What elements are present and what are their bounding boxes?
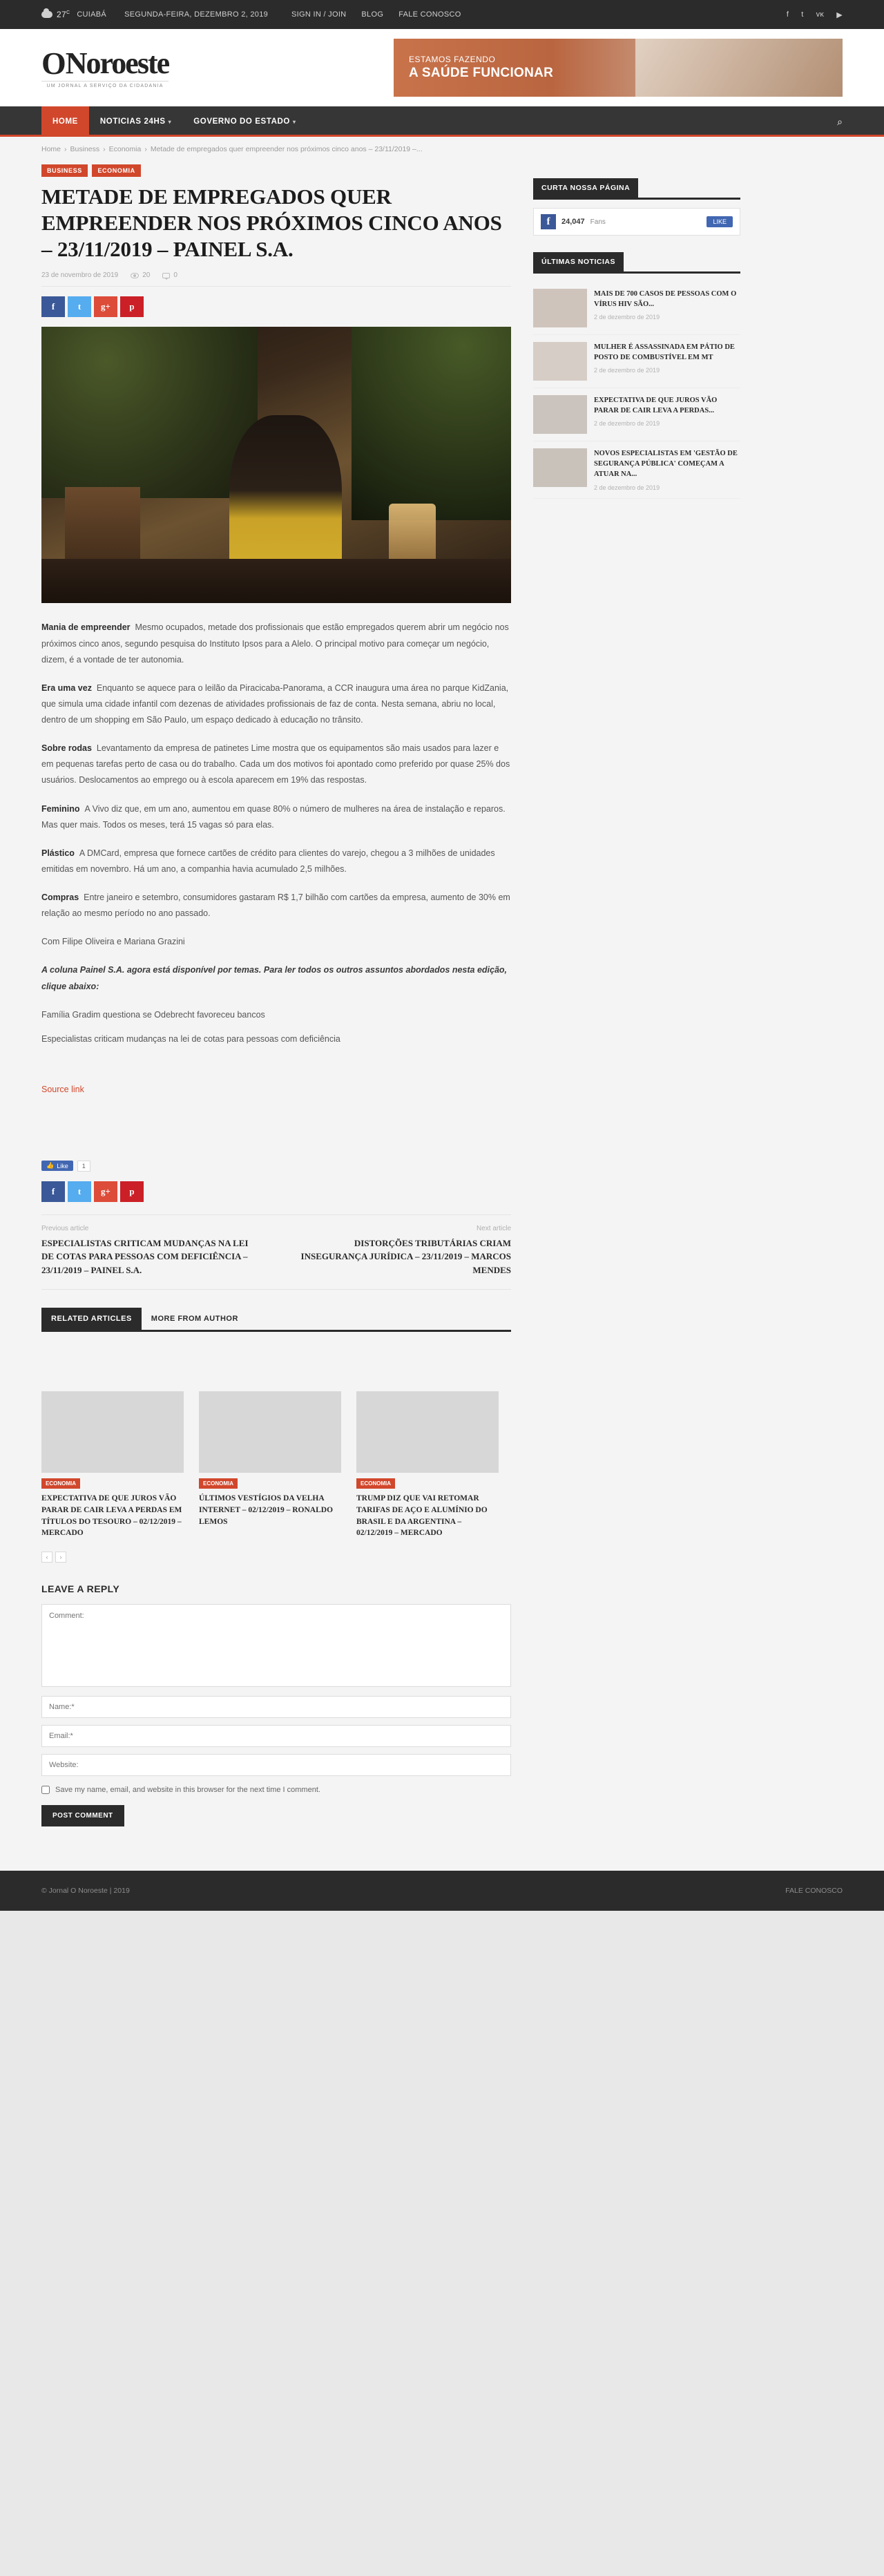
list-item[interactable] <box>533 335 740 388</box>
facebook-widget-title: CURTA NOSSA PÁGINA <box>533 178 740 200</box>
next-article-label: Next article <box>476 1224 511 1232</box>
menu-item-governo[interactable]: GOVERNO DO ESTADO ▾ <box>193 117 296 126</box>
list-item[interactable] <box>533 388 740 441</box>
paragraph-4: Feminino A Vivo diz que, em um ano, aumentou em quase 80% o número de mulheres na área de instalação e reparos. Mas quer mais. Todos os meses, terá 15 vagas só para elas. <box>41 803 506 830</box>
website-field[interactable] <box>41 1754 511 1776</box>
cloud-icon <box>41 11 52 18</box>
paragraph-5-lead: Plástico <box>41 848 75 858</box>
facebook-like-button[interactable]: 👍 Like <box>41 1161 73 1171</box>
temp-unit: C <box>66 10 70 15</box>
related-card-title[interactable]: EXPECTATIVA DE QUE JUROS VÃO PARAR DE CAIR LEVA A PERDAS EM TÍTULOS DO TESOURO – 02/12/2019 – MERCADO <box>41 1494 182 1538</box>
article-hero-image <box>41 327 511 603</box>
news-thumbnail <box>533 289 587 327</box>
logo-tagline: UM JORNAL A SERVIÇO DA CIDADANIA <box>41 81 169 88</box>
banner-text <box>394 55 553 81</box>
banner-line-2: A SAÚDE FUNCIONAR <box>409 66 554 80</box>
site-logo[interactable] <box>41 45 169 88</box>
facebook-like-widget-button[interactable]: LIKE <box>707 216 733 227</box>
paragraph-3: Sobre rodas Levantamento da empresa de patinetes Lime mostra que os equipamentos são mais usados para lazer e em pequenas tarefas perto de casa ou do trabalho. Cada um dos motivos foi apontado como preferido por quase 25% dos usuários. Deslocamentos ao emprego ou à escola aparecem em 19% das respostas. <box>41 743 510 785</box>
facebook-like-count: 1 <box>77 1161 90 1172</box>
comment-input[interactable] <box>41 1604 511 1687</box>
news-date: 2 de dezembro de 2019 <box>594 314 660 321</box>
paragraph-6: Compras Entre janeiro e setembro, consumidores gastaram R$ 1,7 bilhão com cartões da empresa, aumento de 30% em relação ao mesmo período no ano passado. <box>41 893 510 919</box>
news-title[interactable]: EXPECTATIVA DE QUE JUROS VÃO PARAR DE CAIR LEVA A PERDAS... <box>594 397 718 415</box>
article-related-link-1[interactable]: Família Gradim questiona se Odebrecht favoreceu bancos <box>41 1009 265 1020</box>
news-title[interactable]: MULHER É ASSASSINADA EM PÁTIO DE POSTO DE COMBUSTÍVEL EM MT <box>594 343 735 362</box>
facebook-icon: f <box>541 214 556 229</box>
related-card[interactable] <box>41 1391 184 1539</box>
menu-item-home[interactable]: HOME <box>41 106 89 137</box>
topbar-nav <box>291 10 461 19</box>
breadcrumb-business[interactable]: Business <box>70 145 100 153</box>
post-comment-button[interactable]: POST COMMENT <box>41 1805 124 1826</box>
article-byline: Com Filipe Oliveira e Mariana Grazini <box>41 937 185 947</box>
related-card[interactable] <box>356 1391 499 1539</box>
hero-floor <box>41 559 511 603</box>
facebook-share-button-bottom[interactable]: f <box>41 1181 65 1202</box>
logo-letter-o: O <box>41 45 66 81</box>
twitter-share-button-bottom[interactable]: t <box>68 1181 91 1202</box>
pager-next-button[interactable]: › <box>55 1552 66 1563</box>
prev-next-nav <box>41 1225 511 1290</box>
article-body <box>41 620 511 1094</box>
news-date: 2 de dezembro de 2019 <box>594 484 660 491</box>
save-info-checkbox[interactable] <box>41 1786 50 1794</box>
paragraph-5: Plástico A DMCard, empresa que fornece cartões de crédito para clientes do varejo, chegou a 3 milhões de unidades emitidas em novembro. Há um ano, a companhia havia acumulado 2,5 milhões. <box>41 848 495 874</box>
current-date: SEGUNDA-FEIRA, DEZEMBRO 2, 2019 <box>124 10 269 19</box>
divider <box>41 1214 511 1215</box>
share-buttons-bottom <box>41 1181 511 1202</box>
next-article-link[interactable]: DISTORÇÕES TRIBUTÁRIAS CRIAM INSEGURANÇA JURÍDICA – 23/11/2019 – MARCOS MENDES <box>300 1237 511 1275</box>
topbar-link-contact[interactable]: FALE CONOSCO <box>398 10 461 19</box>
tag-business[interactable]: BUSINESS <box>41 164 88 177</box>
save-info-label: Save my name, email, and website in this browser for the next time I comment. <box>55 1786 320 1795</box>
article-italic-note: A coluna Painel S.A. agora está disponível por temas. Para ler todos os outros assuntos abordados nesta edição, clique abaixo: <box>41 965 508 991</box>
twitter-share-button[interactable]: t <box>68 296 91 317</box>
city-label: CUIABÁ <box>77 10 107 19</box>
related-card-tag[interactable]: ECONOMIA <box>356 1478 395 1489</box>
vk-icon[interactable]: ᴠᴋ <box>816 10 825 19</box>
pinterest-share-button[interactable]: p <box>120 296 144 317</box>
search-icon[interactable]: ⌕ <box>837 115 843 127</box>
content-spacer <box>41 1094 511 1161</box>
leave-reply-heading: LEAVE A REPLY <box>41 1583 120 1595</box>
related-card-tag[interactable]: ECONOMIA <box>41 1478 80 1489</box>
related-card-title[interactable]: ÚLTIMOS VESTÍGIOS DA VELHA INTERNET – 02/12/2019 – RONALDO LEMOS <box>199 1494 334 1526</box>
site-header <box>0 29 884 106</box>
logo-word: Noroeste <box>65 46 169 80</box>
chevron-down-icon: ▾ <box>292 118 296 125</box>
top-bar <box>0 0 884 29</box>
paragraph-3-lead: Sobre rodas <box>41 743 92 754</box>
email-field[interactable] <box>41 1725 511 1747</box>
google-plus-share-button-bottom[interactable]: g+ <box>94 1181 117 1202</box>
news-text <box>594 395 740 434</box>
sidebar <box>533 178 740 499</box>
paragraph-6-lead: Compras <box>41 893 79 903</box>
save-info-checkbox-row[interactable] <box>41 1786 511 1794</box>
facebook-fan-count: 24,047 <box>561 218 585 226</box>
related-card-thumbnail <box>41 1391 184 1473</box>
related-card-title[interactable]: TRUMP DIZ QUE VAI RETOMAR TARIFAS DE AÇO E ALUMÍNIO DO BRASIL E DA ARGENTINA – 02/12/2019 – MERCADO <box>356 1494 488 1538</box>
page-title: METADE DE EMPREGADOS QUER EMPREENDER NOS PRÓXIMOS CINCO ANOS – 23/11/2019 – PAINEL S.A. <box>41 184 502 261</box>
tag-economia[interactable]: ECONOMIA <box>92 164 140 177</box>
paragraph-1-lead: Mania de empreender <box>41 622 131 633</box>
latest-news-widget-title: ÚLTIMAS NOTICIAS <box>533 252 740 274</box>
topbar-link-signin[interactable]: SIGN IN / JOIN <box>291 10 347 19</box>
footer-contact-link[interactable]: FALE CONOSCO <box>785 1887 843 1896</box>
temperature: $27^C$ <box>57 10 70 19</box>
paragraph-2: Era uma vez Enquanto se aquece para o leilão da Piracicaba-Panorama, a CCR inaugura uma área no parque KidZania, que simula uma cidade infantil com dezenas de atividades profissionais de faz de conta. Nesta semana, abriu no local, dentro de um shopping em São Paulo, um espaço dedicado à educação no trânsito. <box>41 683 509 725</box>
topbar-link-blog[interactable]: BLOG <box>361 10 384 19</box>
eye-icon <box>131 273 139 278</box>
paragraph-2-lead: Era uma vez <box>41 683 92 693</box>
previous-article-label: Previous article <box>41 1224 89 1232</box>
menu-item-noticias24hs[interactable]: NOTICIAS 24HS ▾ <box>99 117 172 126</box>
article-tags <box>41 164 511 177</box>
breadcrumb-economia[interactable]: Economia <box>108 145 142 153</box>
content-wrapper <box>0 156 884 1826</box>
tab-more-from-author[interactable]: MORE FROM AUTHOR <box>151 1315 238 1324</box>
twitter-icon[interactable]: t <box>801 10 804 19</box>
list-item[interactable] <box>533 282 740 335</box>
footer-copyright: © Jornal O Noroeste | 2019 <box>41 1887 130 1896</box>
header-ad-banner[interactable] <box>394 39 843 97</box>
news-date: 2 de dezembro de 2019 <box>594 420 660 428</box>
related-card-tag[interactable]: ECONOMIA <box>199 1478 238 1489</box>
related-tabs <box>41 1308 511 1332</box>
facebook-widget-header <box>534 209 740 235</box>
topbar-social <box>787 10 843 19</box>
news-title[interactable]: MAIS DE 700 CASOS DE PESSOAS COM O VÍRUS HIV SÃO... <box>594 290 737 309</box>
next-article <box>295 1225 511 1277</box>
previous-article-link[interactable]: ESPECIALISTAS CRITICAM MUDANÇAS NA LEI DE COTAS PARA PESSOAS COM DEFICIÊNCIA – 23/11/2019 – PAINEL S.A. <box>41 1237 249 1275</box>
footer-spacer <box>0 1826 884 1871</box>
comment-count: 0 <box>162 271 177 279</box>
paragraph-1: Mania de empreender Mesmo ocupados, metade dos profissionais que estão empregados querem abrir um negócio nos próximos cinco anos, segundo pesquisa do Instituto Ipsos para a Alelo. O principal motivo para começar um negócio, dizem, é a vontade de ter autonomia. <box>41 622 509 665</box>
main-menu <box>0 106 884 137</box>
article-related-link-2[interactable]: Especialistas criticam mudanças na lei de cotas para pessoas com deficiência <box>41 1033 340 1044</box>
pinterest-share-button-bottom[interactable]: p <box>120 1181 144 1202</box>
view-count: 20 <box>131 271 150 279</box>
related-card-thumbnail <box>356 1391 499 1473</box>
news-thumbnail <box>533 395 587 434</box>
news-text <box>594 448 740 491</box>
comment-icon <box>162 273 170 278</box>
name-field[interactable] <box>41 1696 511 1718</box>
related-card-thumbnail <box>199 1391 341 1473</box>
article-meta <box>41 271 511 287</box>
news-thumbnail <box>533 448 587 487</box>
facebook-fans-label: Fans <box>590 218 606 226</box>
hero-foliage-left <box>41 327 258 498</box>
main-column <box>41 160 511 1826</box>
share-buttons-top <box>41 296 511 317</box>
facebook-share-button[interactable]: f <box>41 296 65 317</box>
breadcrumb-home[interactable]: Home <box>41 145 61 153</box>
news-date: 2 de dezembro de 2019 <box>594 367 660 374</box>
hero-foliage-right <box>352 327 511 520</box>
youtube-icon[interactable]: ▶ <box>836 10 843 19</box>
news-thumbnail <box>533 342 587 381</box>
source-link[interactable]: Source link <box>41 1084 84 1094</box>
related-pager <box>41 1552 511 1563</box>
banner-image <box>635 39 843 97</box>
facebook-page-widget <box>533 208 740 236</box>
previous-article <box>41 1225 258 1277</box>
site-footer <box>0 1871 884 1911</box>
breadcrumb: Home › Business › Economia › Metade de empregados quer empreender nos próximos cinco anos – 23/11/2019 –... <box>0 137 884 156</box>
news-text <box>594 342 740 381</box>
news-title[interactable]: NOVOS ESPECIALISTAS EM 'GESTÃO DE SEGURANÇA PÚBLICA' COMEÇAM A ATUAR NA... <box>594 450 738 479</box>
news-text <box>594 289 740 327</box>
logo-wordmark <box>41 45 169 81</box>
weather-widget <box>41 10 106 19</box>
related-card[interactable] <box>199 1391 341 1539</box>
tab-related-articles[interactable]: RELATED ARTICLES <box>41 1308 142 1330</box>
banner-line-1: ESTAMOS FAZENDO <box>409 55 496 64</box>
breadcrumb-current: Metade de empregados quer empreender nos próximos cinco anos – 23/11/2019 –... <box>150 145 423 153</box>
facebook-like-bar <box>41 1161 511 1172</box>
google-plus-share-button[interactable]: g+ <box>94 296 117 317</box>
chevron-down-icon: ▾ <box>168 118 172 125</box>
article-date: 23 de novembro de 2019 <box>41 271 119 280</box>
pager-prev-button[interactable]: ‹ <box>41 1552 52 1563</box>
related-articles-list <box>41 1391 511 1539</box>
paragraph-4-lead: Feminino <box>41 803 80 814</box>
facebook-icon[interactable]: f <box>786 10 789 19</box>
list-item[interactable] <box>533 441 740 499</box>
